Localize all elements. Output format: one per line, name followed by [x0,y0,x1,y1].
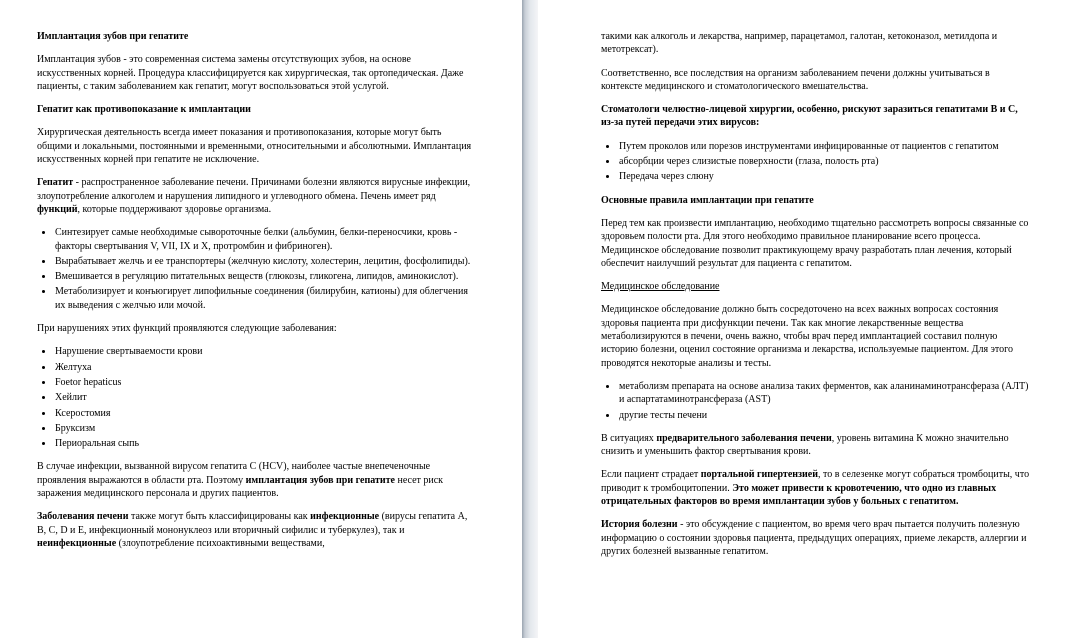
heading-risk: Стоматологи челюстно-лицевой хирургии, особенно, рискуют заразиться гепатитами В и С, из-за путей передачи этих вирусов: [601,104,1018,129]
list-item: • Ксеростомия [54,407,477,420]
consequences-paragraph: Соответственно, все последствия на организм заболеванием печени должны учитываться в контексте медицинского и стоматологического вмешательства. [601,67,990,92]
list-item: • Вмешивается в регуляцию питательных веществ (глюкозы, гликогена, липидов, аминокислот). [54,270,477,283]
contraindication-paragraph: Хирургическая деятельность всегда имеет показания и противопоказания, которые могут быть общими и локальными, постоянными и временными, относительными и абсолютными. Имплантация искусственных корней при гепатите не исключение. [37,127,472,166]
transmission-routes-list [601,140,1031,184]
disorders-paragraph: При нарушениях этих функций проявляются следующие заболевания: [37,323,337,335]
list-item: • Нарушение свертываемости крови [54,345,477,358]
history-term: История болезни [601,519,678,531]
history-paragraph [601,518,1031,558]
classification-term: Заболевания печени [37,511,129,523]
article-title: Имплантация зубов при гепатите [37,31,189,42]
infectious-term: инфекционные [310,511,380,523]
list-item: • Хейлит [54,391,477,404]
hcv-text-a: В случае инфекции, вызванной вирусом гепатита С (HCV), наиболее частые внепеченочные проявления выражаются в области рта. Поэтому [37,461,431,486]
exam-paragraph: Медицинское обследование должно быть сосредоточено на всех важных вопросах состояния здоровья пациента при дисфункции печени. Так как многие лекарственные вещества метаболизируются в печени, очень важно, чтобы врач перед имплантацией составил полную историю болезни, оценил состояние организма и лекарства, используемые пациентом. Для этого проводятся некоторые анализы и тесты. [601,304,1013,369]
hepatitis-text-a: - распространенное заболевание печени. Причинами болезни являются вирусные инфекции, злоупотребление алкоголем и нарушения липидного и углеводного обмена. Печень имеет ряд [37,177,471,202]
page-gutter [522,0,538,638]
list-item: • Бруксизм [54,422,477,435]
hcv-term: имплантация зубов при гепатите [245,474,395,486]
page-left-text [37,30,477,560]
hepatitis-text-b: , которые поддерживают здоровье организма. [77,203,272,215]
hepatitis-paragraph [37,176,477,216]
list-item: • Метаболизирует и конъюгирует липофильные соединения (билирубин, катионы) для облегчения их выведения с желчью или мочой. [54,285,477,312]
bleeding-statement: Это может привести к кровотечению, что одно из главных отрицательных факторов во время имплантации зубов у больных с гепатитом. [601,482,997,508]
list-item: • Синтезирует самые необходимые сывороточные белки (альбумин, белки-переносчики, кровь - факторы свертывания V, VII, IX и X, протромбин и фибриноген). [54,226,477,253]
list-item: • Путем проколов или порезов инструментами инфицированные от пациентов с гепатитом [618,140,1031,153]
list-item: • Передача через слюну [618,170,1031,183]
list-item: • Периоральная сыпь [54,437,477,450]
portal-term: портальной гипертензией [700,469,819,481]
portal-paragraph [601,468,1031,508]
hepatitis-term: Гепатит [37,177,74,189]
continuation-paragraph: такими как алкоголь и лекарства, например, парацетамол, галотан, кетоконазол, метилдопа и метотрексат). [601,31,998,56]
document-page-right [538,0,1066,638]
vitamin-text-a: В ситуациях [601,432,657,444]
history-text-a: - это обсуждение с пациентом, во время чего врач пытается получить полезную информацию о состоянии здоровья пациента, предыдущих операциях, приеме лекарств, аллергии и других болезней вызванные гепатитом. [601,519,1027,557]
page-right-text [601,30,1031,568]
list-item: • Foetor hepaticus [54,376,477,389]
hcv-text-b: несет риск заражения медицинского персонала и других пациентов. [37,474,444,500]
intro-paragraph: Имплантация зубов - это современная система замены отсутствующих зубов, на основе искусственных корней. Процедура классифицируется как хирургическая, так ортопедическая. Даже пациенты, с таким заболеванием как гепатит, могут воспользоваться этой услугой. [37,54,464,92]
hcv-paragraph [37,460,477,500]
portal-text-a: Если пациент страдает [601,469,701,481]
classification-text-c: (злоупотребление психоактивными веществами, [116,537,325,549]
list-item: • Желтуха [54,361,477,374]
liver-functions-list [37,226,477,312]
classification-text-a: также могут быть классифицированы как [128,511,311,523]
heading-contraindication: Гепатит как противопоказание к имплантации [37,104,251,116]
vitamin-text-b: , уровень витамина К можно значительно снизить и уменьшить фактор свертывания крови. [601,432,1009,458]
list-item: • метаболизм препарата на основе анализа таких ферментов, как аланинаминотрансфераза (АЛТ) и аспартатаминотрансфераза (AST) [618,380,1031,407]
preexisting-term: предварительного заболевания печени [656,432,832,444]
classification-text-b: (вирусы гепатита А, В, С, D и Е, инфекционный мононуклеоз или вторичный сифилис и туберкулез), так и [37,511,468,536]
classification-paragraph [37,510,477,550]
diseases-list [37,345,477,450]
heading-rules: Основные правила имплантации при гепатите [601,194,814,206]
list-item: • абсорбции через слизистые поверхности (глаза, полость рта) [618,155,1031,168]
heading-exam: Медицинское обследование [601,281,720,293]
portal-text-b: , то в селезенке могут собраться тромбоциты, что приводит к тромбоцитопении. [601,469,1030,494]
list-item: • Вырабатывает желчь и ее транспортеры (желчную кислоту, холестерин, лецитин, фосфолипиды). [54,255,477,268]
tests-list [601,380,1031,422]
rules-paragraph: Перед тем как произвести имплантацию, необходимо тщательно рассмотреть вопросы связанные со здоровьем полости рта. Для этого необходимо правильное планирование всего процесса. Медицинское обследование позволит практикующему врачу разработать план лечения, который обеспечит наилучший результат для пациента с гепатитом. [601,217,1029,269]
noninfectious-term: неинфекционные [37,537,117,549]
vitamin-paragraph [601,432,1031,459]
functions-term: функций [37,203,78,215]
document-page-left [0,0,522,638]
list-item: • другие тесты печени [618,409,1031,422]
